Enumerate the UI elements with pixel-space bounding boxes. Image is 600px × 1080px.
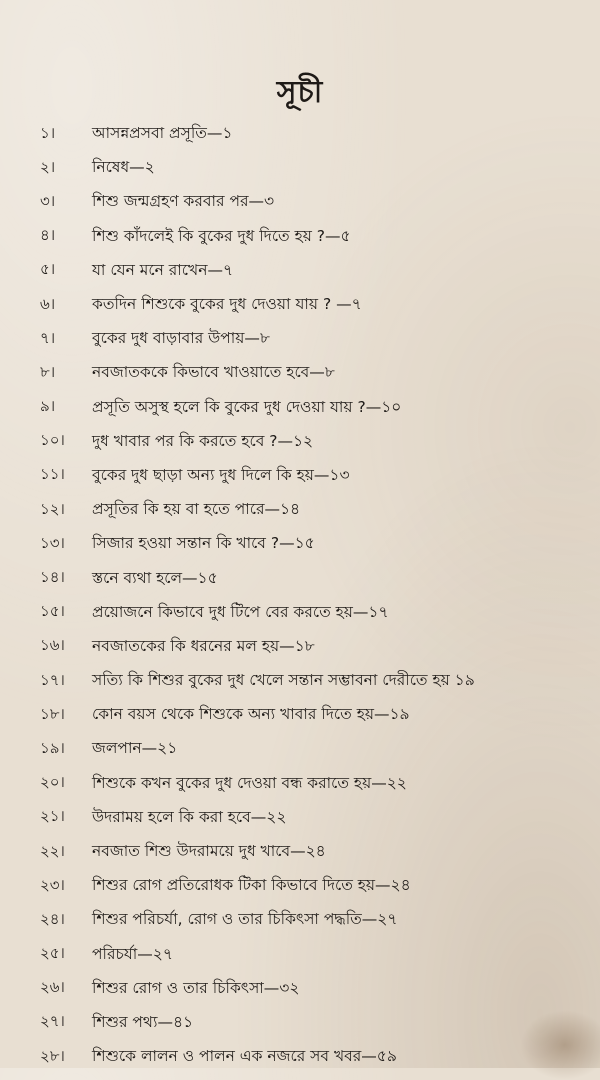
toc-entry (40, 835, 596, 869)
toc-entry-number: ১৫। (40, 602, 65, 621)
toc-entry-number: ১৩। (40, 533, 65, 552)
toc-entry (40, 630, 596, 664)
toc-entry-number: ২৭। (40, 1012, 65, 1031)
toc-entry-number: ৯। (40, 397, 56, 416)
toc-entry-number: ২৮। (40, 1046, 65, 1065)
toc-entry (40, 391, 596, 425)
toc-entry (40, 801, 596, 835)
toc-entry (40, 356, 596, 390)
toc-entry-title: প্রসূতি অসুস্থ হলে কি বুকের দুধ দেওয়া যায় ?—১০ (92, 397, 402, 416)
toc-entry-title: বুকের দুধ ছাড়া অন্য দুধ দিলে কি হয়—১৩ (92, 465, 350, 484)
toc-entry (40, 288, 596, 322)
toc-entry-title: নিষেধ—২ (92, 158, 155, 177)
toc-entry-title: নবজাতককে কিভাবে খাওয়াতে হবে—৮ (92, 363, 335, 382)
toc-entry-number: ১। (40, 123, 56, 142)
toc-entry-number: ২১। (40, 807, 65, 826)
toc-entry (40, 322, 596, 356)
toc-entry-number: ১৭। (40, 670, 65, 689)
toc-entry-number: ৬। (40, 294, 56, 313)
toc-entry-number: ৭। (40, 328, 56, 347)
toc-entry-title: কতদিন শিশুকে বুকের দুধ দেওয়া যায় ? —৭ (92, 295, 362, 314)
toc-entry (40, 527, 596, 561)
toc-entry (40, 493, 596, 527)
toc-entry (40, 1040, 596, 1074)
toc-entry (40, 972, 596, 1006)
toc-entry-title: শিশুকে কখন বুকের দুধ দেওয়া বন্ধ করাতে হয়—২২ (92, 773, 407, 792)
toc-entry (40, 732, 596, 766)
toc-entry (40, 151, 596, 185)
toc-entry-title: শিশুকে লালন ও পালন এক নজরে সব খবর—৫৯ (92, 1047, 397, 1066)
toc-entry-title: শিশুর রোগ ও তার চিকিৎসা—৩২ (92, 978, 300, 997)
toc-entry (40, 664, 596, 698)
toc-entry-number: ১৬। (40, 636, 65, 655)
toc-entry (40, 596, 596, 630)
toc-entry-title: উদরাময় হলে কি করা হবে—২২ (92, 807, 287, 826)
toc-entry-title: নবজাতকের কি ধরনের মল হয়—১৮ (92, 636, 315, 655)
toc-entry-title: নবজাত শিশু উদরাময়ে দুধ খাবে—২৪ (92, 842, 326, 861)
toc-entry (40, 459, 596, 493)
toc-entry-title: কোন বয়স থেকে শিশুকে অন্য খাবার দিতে হয়—১৯ (92, 705, 410, 724)
toc-entry-number: ১২। (40, 499, 65, 518)
page-title: সূচী (276, 75, 324, 110)
toc-entry-title: শিশুর পরিচর্যা, রোগ ও তার চিকিৎসা পদ্ধতি—২৭ (92, 910, 398, 929)
toc-entry (40, 561, 596, 595)
toc-entry-number: ২০। (40, 773, 65, 792)
toc-entry-number: ২৫। (40, 944, 65, 963)
toc-entry-title: জলপান—২১ (92, 739, 178, 758)
toc-entry-title: শিশু জন্মগ্রহণ করবার পর—৩ (92, 192, 275, 211)
toc-entry-number: ১০। (40, 431, 65, 450)
toc-entry (40, 869, 596, 903)
toc-entry (40, 767, 596, 801)
toc-entry-title: শিশু কাঁদলেই কি বুকের দুধ দিতে হয় ?—৫ (92, 226, 351, 245)
toc-entry (40, 698, 596, 732)
toc-entry (40, 185, 596, 219)
toc-entry (40, 117, 596, 151)
paper-stain (520, 1010, 600, 1080)
toc-entry-title: বুকের দুধ বাড়াবার উপায়—৮ (92, 329, 270, 348)
toc-entry (40, 254, 596, 288)
toc-entry-number: ১৪। (40, 568, 65, 587)
toc-entry-title: পরিচর্যা—২৭ (92, 944, 173, 963)
toc-entry (40, 903, 596, 937)
toc-entry (40, 220, 596, 254)
toc-entry-title: সিজার হওয়া সন্তান কি খাবে ?—১৫ (92, 534, 315, 553)
toc-entry-title: সত্যি কি শিশুর বুকের দুধ খেলে সন্তান সম্ভাবনা দেরীতে হয় ১৯ (92, 671, 475, 690)
toc-entry-title: শিশুর রোগ প্রতিরোধক টিকা কিভাবে দিতে হয়—২৪ (92, 876, 411, 895)
toc-entry (40, 425, 596, 459)
toc-entry-title: শিশুর পথ্য—৪১ (92, 1012, 194, 1031)
toc-entry-number: ১৯। (40, 738, 65, 757)
table-of-contents (40, 117, 596, 1074)
toc-entry (40, 1006, 596, 1040)
toc-entry-number: ১৮। (40, 704, 65, 723)
toc-entry-number: ৩। (40, 191, 56, 210)
toc-entry-number: ২। (40, 157, 56, 176)
toc-entry-number: ৫। (40, 260, 56, 279)
toc-entry-number: ৪। (40, 226, 56, 245)
toc-entry-title: দুধ খাবার পর কি করতে হবে ?—১২ (92, 431, 314, 450)
toc-entry-title: প্রয়োজনে কিভাবে দুধ টিপে বের করতে হয়—১৭ (92, 602, 389, 621)
toc-entry-number: ২৪। (40, 909, 65, 928)
toc-entry-title: আসন্নপ্রসবা প্রসূতি—১ (92, 124, 233, 143)
toc-entry-number: ২২। (40, 841, 65, 860)
toc-entry-title: যা যেন মনে রাখেন—৭ (92, 260, 234, 279)
toc-entry-number: ২৩। (40, 875, 65, 894)
toc-entry-title: প্রসূতির কি হয় বা হতে পারে—১৪ (92, 500, 301, 519)
toc-entry-title: স্তনে ব্যথা হলে—১৫ (92, 568, 218, 587)
toc-entry (40, 938, 596, 972)
toc-entry-number: ২৬। (40, 978, 65, 997)
toc-entry-number: ৮। (40, 362, 56, 381)
toc-entry-number: ১১। (40, 465, 65, 484)
